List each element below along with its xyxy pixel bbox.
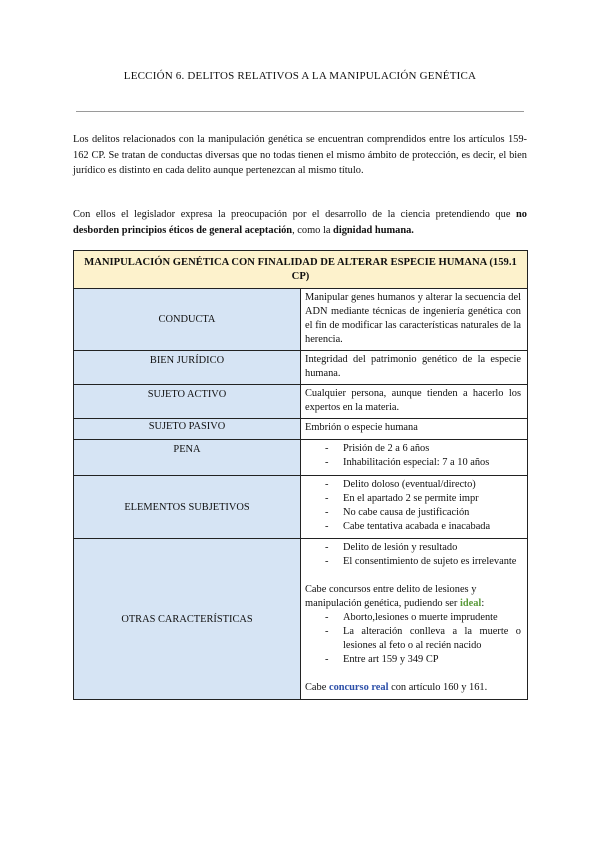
otras-list-2 [305,611,521,667]
table-row [74,289,528,351]
list-item: - El consentimiento de sujeto es irrelevante [343,555,521,569]
intro-paragraph-1: Los delitos relacionados con la manipulación genética se encuentran comprendidos entre los artículos 159-162 CP. Se tratan de conductas diversas que no todas tienen el mismo ámbito de protección, es decir, el bien jurídico es distinto en cada delito aunque pertenezcan al mismo título. [73,134,527,176]
row-label-sujeto-pasivo: SUJETO PASIVO [74,419,301,440]
table-row [74,476,528,539]
table-row [74,351,528,385]
real-text-c: con artículo 160 y 161. [388,682,488,693]
list-item: - En el apartado 2 se permite impr [343,492,521,506]
real-text-a: Cabe [305,682,329,693]
row-label-sujeto-activo: SUJETO ACTIVO [74,385,301,419]
table-header: MANIPULACIÓN GENÉTICA CON FINALIDAD DE ALTERAR ESPECIE HUMANA (159.1 CP) [74,251,528,289]
list-item: - Cabe tentativa acabada e inacabada [343,520,521,534]
concursos-text-c: : [481,598,485,609]
row-value-elementos-subjetivos [301,476,528,539]
concurso-real-paragraph [305,681,521,695]
summary-table [73,250,528,700]
intro-bold-dignity: dignidad humana. [333,224,414,236]
list-item: - Inhabilitación especial: 7 a 10 años [343,456,521,470]
table-row [74,440,528,476]
page-title: LECCIÓN 6. DELITOS RELATIVOS A LA MANIPULACIÓN GENÉTICA [123,70,477,82]
concursos-text-a: Cabe concursos entre delito de lesiones y manipulación genética, pudiendo ser [305,584,477,609]
concurso-ideal-highlight: ideal [459,598,482,609]
row-label-conducta: CONDUCTA [74,289,301,351]
list-item: - Delito de lesión y resultado [343,541,521,555]
list-item: - No cabe causa de justificación [343,506,521,520]
list-item: - Delito doloso (eventual/directo) [343,478,521,492]
table-row [74,385,528,419]
table-header-row [74,251,528,289]
pena-list [305,442,521,470]
list-item: - La alteración conlleva a la muerte o lesiones al feto o al recién nacido [343,625,521,653]
row-label-otras-caracteristicas: OTRAS CARACTERÍSTICAS [74,539,301,700]
row-label-bien-juridico: BIEN JURÍDICO [74,351,301,385]
row-value-sujeto-activo: Cualquier persona, aunque tienden a hacerlo los expertos en la materia. [301,385,528,419]
row-value-otras-caracteristicas [301,539,528,700]
row-value-pena [301,440,528,476]
otras-list-1 [305,541,521,569]
row-value-sujeto-pasivo: Embrión o especie humana [301,419,528,440]
concursos-paragraph [305,583,521,611]
row-label-pena: PENA [74,440,301,476]
list-item: - Aborto,lesiones o muerte imprudente [343,611,521,625]
list-item: - Prisión de 2 a 6 años [343,442,521,456]
row-value-bien-juridico: Integridad del patrimonio genético de la especie humana. [301,351,528,385]
intro-text-c: , como la [292,224,334,236]
intro-bold-ethics: no desborden principios éticos de general aceptación [73,209,527,236]
list-item: - Entre art 159 y 349 CP [343,653,521,667]
intro-paragraph-2 [73,207,527,238]
table-row [74,419,528,440]
intro-text-a: Con ellos el legislador expresa la preocupación por el desarrollo de la ciencia pretendiendo que [73,209,517,220]
row-label-elementos-subjetivos: ELEMENTOS SUBJETIVOS [74,476,301,539]
subjetivos-list [305,478,521,534]
concurso-real-highlight: concurso real [328,682,389,693]
table-row [74,539,528,700]
row-value-conducta: Manipular genes humanos y alterar la secuencia del ADN mediante técnicas de ingeniería genética con el fin de modificar las características naturales de la herencia. [301,289,528,351]
title-divider [76,111,524,112]
